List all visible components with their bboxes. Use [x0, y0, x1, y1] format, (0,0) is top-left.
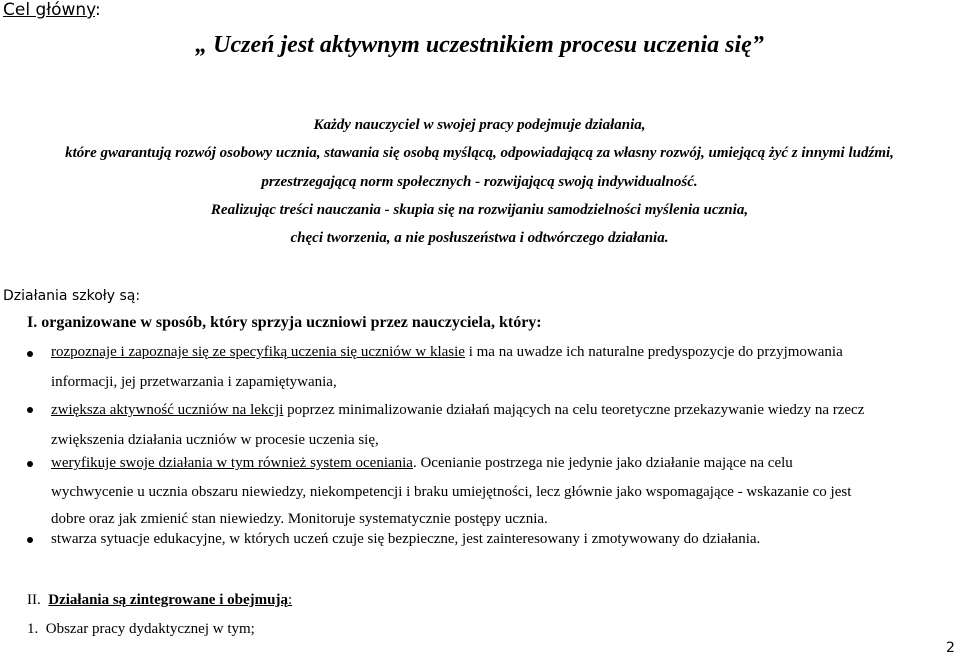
bullet-4-line-1: stwarza sytuacje edukacyjne, w których uczeń czuje się bezpieczne, jest zainteresowany i zmotywowany do działania. [51, 531, 761, 547]
bullet-1-line-1 [51, 344, 843, 361]
section-1-numeral: I. [27, 314, 38, 331]
main-goal-label [3, 0, 101, 20]
intro-line-1: Każdy nauczyciel w swojej pracy podejmuje działania, [313, 117, 646, 133]
section-2-heading [27, 592, 292, 609]
bullet-dot-2 [27, 407, 33, 413]
bullet-2-line-2: zwiększenia działania uczniów w procesie uczenia się, [51, 432, 379, 448]
section-2-numeral: II. [27, 592, 41, 608]
bullet-3-rest: . Ocenianie postrzega nie jedynie jako działanie mające na celu [412, 455, 793, 471]
bullet-3-underlined: weryfikuje swoje działania w tym również system oceniania [51, 455, 413, 471]
bullet-dot-4 [27, 537, 33, 543]
bullet-1-underlined: rozpoznaje i zapoznaje się ze specyfiką uczenia się uczniów w klasie [51, 344, 465, 360]
section-2-colon: : [287, 592, 293, 608]
bullet-3-line-2: wychwycenie u ucznia obszaru niewiedzy, niekompetencji i braku umiejętności, lecz głównie jako wspomagające - wskazanie co jest [51, 484, 852, 500]
bullet-2-rest: poprzez minimalizowanie działań mających na celu teoretyczne przekazywanie wiedzy na rzecz [283, 402, 865, 418]
page-number: 2 [946, 640, 955, 656]
intro-line-4: Realizując treści nauczania - skupia się na rozwijaniu samodzielności myślenia ucznia, [210, 202, 749, 218]
section-2-text: Działania są zintegrowane i obejmują [48, 592, 288, 608]
bullet-3-line-1 [51, 455, 793, 472]
item-1 [27, 621, 255, 638]
bullet-1-line-2: informacji, jej przetwarzania i zapamiętywania, [51, 374, 337, 390]
bullet-dot-3 [27, 461, 33, 467]
bullet-2-underlined: zwiększa aktywność uczniów na lekcji [51, 402, 284, 418]
item-1-number: 1. [27, 621, 39, 637]
section-1-text: organizowane w sposób, który sprzyja uczniowi przez nauczyciela, który: [41, 314, 542, 331]
intro-line-5: chęci tworzenia, a nie posłuszeństwa i odtwórczego działania. [290, 230, 669, 246]
intro-line-3: przestrzegającą norm społecznych - rozwijającą swoją indywidualność. [261, 174, 698, 190]
main-goal-title: „ Uczeń jest aktywnym uczestnikiem procesu uczenia się” [195, 32, 764, 58]
main-goal-label-text: Cel główny [3, 0, 95, 20]
bullet-3-line-3: dobre oraz jak zmienić stan niewiedzy. Monitoruje systematycznie postępy ucznia. [51, 511, 548, 527]
main-goal-label-colon: : [94, 0, 101, 20]
intro-line-2: które gwarantują rozwój osobowy ucznia, stawania się osobą myślącą, odpowiadającą za własny rozwój, umiejącą żyć z innymi ludźmi, [65, 145, 894, 161]
item-1-text: Obszar pracy dydaktycznej w tym; [45, 621, 255, 637]
actions-heading: Działania szkoły są: [3, 288, 141, 304]
bullet-1-rest: i ma na uwadze ich naturalne predyspozycje do przyjmowania [464, 344, 843, 360]
bullet-dot-1 [27, 351, 33, 357]
section-1-heading [27, 314, 542, 332]
bullet-2-line-1 [51, 402, 864, 419]
